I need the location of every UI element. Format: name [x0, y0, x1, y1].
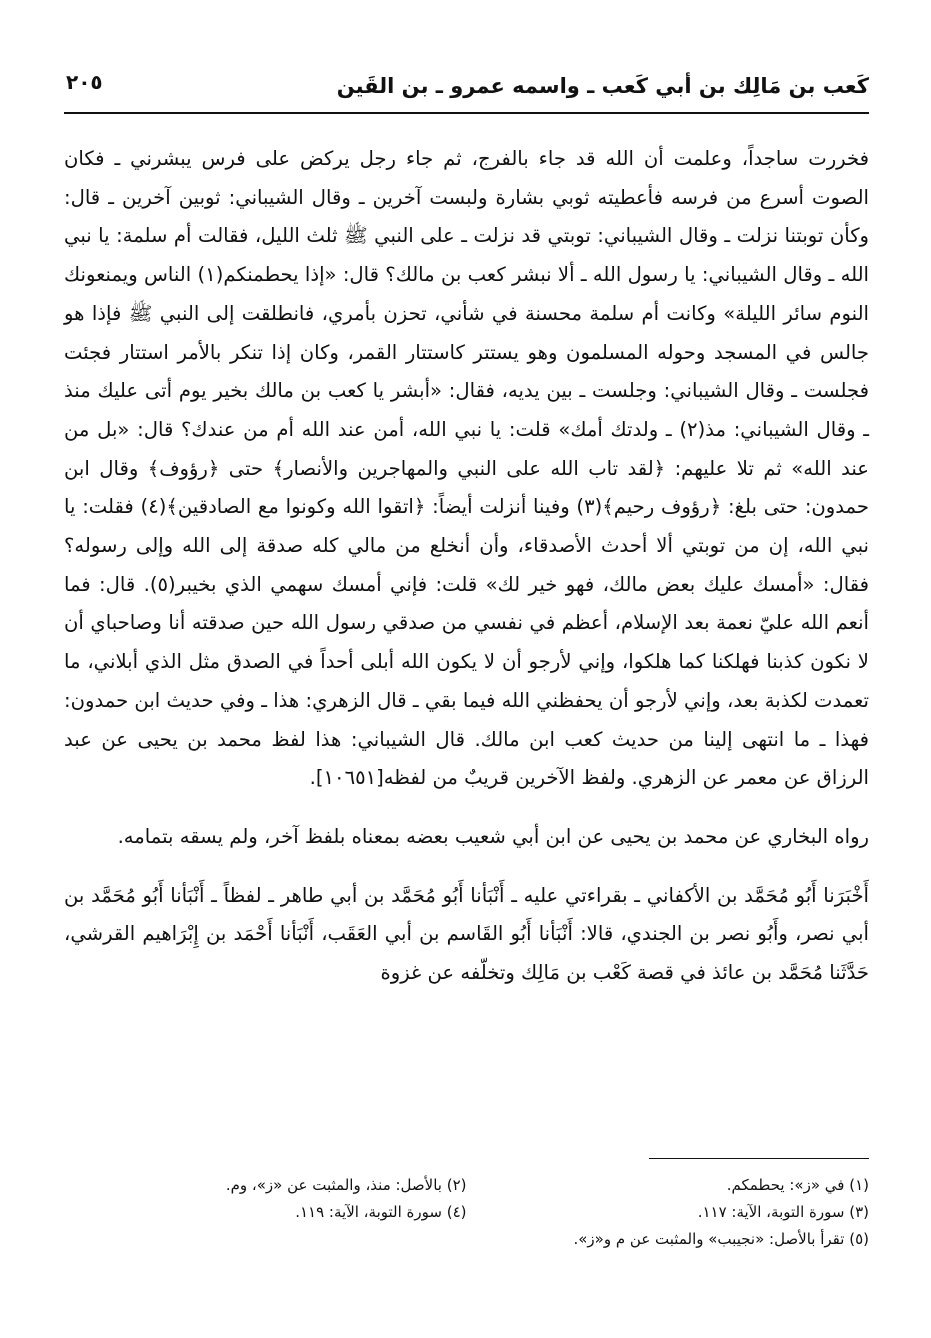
paragraph-isnad: أَخْبَرَنا أَبُو مُحَمَّد بن الأكفاني ـ بقراءتي عليه ـ أَنْبَأنا أَبُو مُحَمَّد بن أبي طاهر ـ لفظاً ـ أَنْبَأنا أَبُو مُحَمَّد بن أبي نصر، وأَبُو نصر بن الجندي، قالا: أَنْبَأنا أَبُو القَاسم بن أبي العَقَب، أَنْبَأنا أَحْمَد بن إِبْرَاهيم القرشي، حَدَّثَنا مُحَمَّد بن عائذ في قصة كَعْب بن مَالِك وتخلّفه عن غزوة	[64, 883, 869, 985]
running-title: كَعب بن مَالِك بن أبي كَعب ـ واسمه عمرو ـ بن القَين	[336, 74, 869, 98]
footnote-3: (٣) سورة التوبة، الآية: ١١٧.	[697, 1203, 869, 1221]
page-header	[64, 62, 869, 114]
footnote-4: (٤) سورة التوبة، الآية: ١١٩.	[295, 1203, 467, 1221]
footnote-row	[64, 1199, 869, 1226]
footnote-row	[64, 1226, 869, 1253]
page-number: ٢٠٥	[66, 70, 103, 94]
main-text	[64, 140, 869, 993]
footnote-1: (١) في «ز»: يحطمكم.	[726, 1176, 869, 1194]
paragraph-bukhari-note: رواه البخاري عن محمد بن يحيى عن ابن أبي شعيب بعضه بمعناه بلفظ آخر، ولم يسقه بتمامه.	[117, 824, 869, 848]
footnote-divider	[649, 1158, 869, 1159]
footnotes	[64, 1172, 869, 1253]
paragraph-narration: فخررت ساجداً، وعلمت أن الله قد جاء بالفرج، ثم جاء رجل يركض على فرس يبشرني ـ فكان الصوت أسرع من فرسه فأعطيته ثوبي بشارة ولبست آخرين ـ وقال الشيباني: ثوبين آخرين ـ قال: وكأن توبتنا نزلت ـ وقال الشيباني: توبتي قد نزلت ـ على النبي ﷺ ثلث الليل، فقالت أم سلمة: يا نبي الله ـ وقال الشيباني: يا رسول الله ـ ألا نبشر كعب بن مالك؟ قال: «إذا يحطمنكم(١) الناس ويمنعونك النوم سائر الليلة» وكانت أم سلمة محسنة في شأني، تحزن بأمري، فانطلقت إلى النبي ﷺ فإذا هو جالس في المسجد وحوله المسلمون وهو يستتر كاستتار القمر، وكان إذا تنكر بالأمر استتار فجئت فجلست ـ وقال الشيباني: وجلست ـ بين يديه، فقال: «أبشر يا كعب بن مالك بخير يوم أتى عليك منذ ـ وقال الشيباني: مذ(٢) ـ ولدتك أمك» قلت: يا نبي الله، أمن عند الله أم من عندك؟ قال: «بل من عند الله» ثم تلا عليهم: ﴿لقد تاب الله على النبي والمهاجرين والأنصار﴾ حتى ﴿رؤوف﴾ وقال ابن حمدون: حتى بلغ: ﴿رؤوف رحيم﴾(٣) وفينا أنزلت أيضاً: ﴿اتقوا الله وكونوا مع الصادقين﴾(٤) فقلت: يا نبي الله، إن من توبتي ألا أحدث الأصدقاء، وأن أنخلع من مالي كله صدقة إلى الله وإلى رسوله؟ فقال: «أمسك عليك بعض مالك، فهو خير لك» قلت: فإني أمسك سهمي الذي بخيبر(٥). قال: فما أنعم الله عليّ نعمة بعد الإسلام، أعظم في نفسي من صدقي رسول الله حين صدقته أنا وصاحباي أن لا نكون كذبنا فهلكنا كما هلكوا، وإني لأرجو أن لا يكون الله أبلى أحداً في الصدق مثل الذي أبلاني، ما تعمدت لكذبة بعد، وإني لأرجو أن يحفظني الله فيما بقي ـ قال الزهري: هذا ـ وفي حديث ابن حمدون: فهذا ـ ما انتهى إلينا من حديث كعب ابن مالك. قال الشيباني: هذا لفظ محمد بن يحيى عن عبد الرزاق عن معمر عن الزهري. ولفظ الآخرين قريبٌ من لفظه[١٠٦٥١].	[64, 147, 869, 790]
footnote-row	[64, 1172, 869, 1199]
footnote-5: (٥) تقرأ بالأصل: «نجيبب» والمثبت عن م و«ز».	[573, 1230, 869, 1248]
footnote-2: (٢) بالأصل: منذ، والمثبت عن «ز»، وم.	[225, 1176, 467, 1194]
